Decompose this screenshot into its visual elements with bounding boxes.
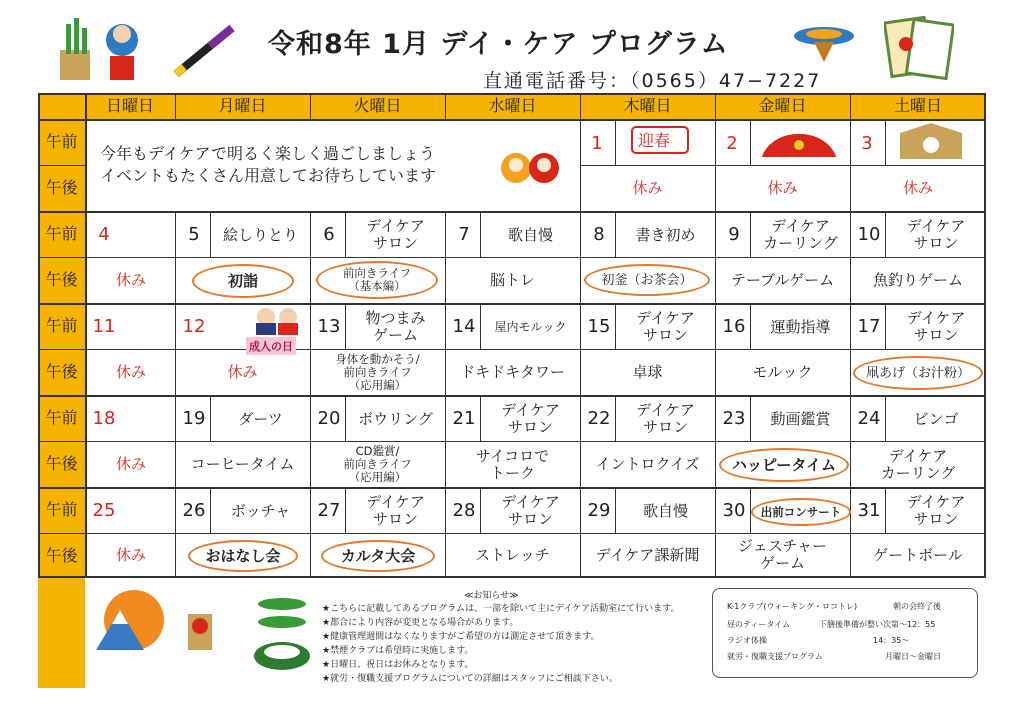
rest-3: 休み [902,179,933,197]
date-9: 9 [728,224,740,245]
intro-message: 今年もデイケアで明るく楽しく過ごしましょう イベントもたくさん用意してお待ちしています [100,144,437,185]
rest-12: 休み [227,363,258,381]
weekday-monday: 月曜日 [218,96,267,115]
info-k1-label: K-1クラブ(ウォーキング・ロコトレ) [727,602,858,611]
date-21: 21 [452,408,476,429]
date-17: 17 [857,316,881,337]
period-pm: 午後 [45,362,78,381]
activity: モルック [752,363,813,381]
period-pm: 午後 [45,454,78,473]
info-tea-time: 下膳後準備が整い次第〜12：55 [819,620,936,629]
date-15: 15 [587,316,611,337]
period-am: 午前 [45,132,78,151]
date-31: 31 [857,500,881,521]
rest-2: 休み [767,179,798,197]
event-delivery-concert: 出前コンサート [751,498,851,526]
date-22: 22 [587,408,611,429]
date-23: 23 [722,408,746,429]
info-tea-label: 昼のティータイム [727,620,791,629]
date-11: 11 [92,316,116,337]
info-radio-time: 14：35〜 [873,636,910,645]
activity: デイケア課新聞 [595,545,700,564]
date-27: 27 [317,500,341,521]
activity: サイコロで トーク [475,446,550,482]
karuta-cards-icon [884,14,954,82]
rest-4: 休み [115,271,146,289]
ema-plaque-icon [896,121,966,161]
event-karuta: カルタ大会 [321,540,435,572]
activity: イントロクイズ [595,455,700,473]
date-24: 24 [857,408,881,429]
date-7: 7 [458,224,470,245]
notice-item: ★健康管理週間はなくなりますがご希望の方は測定させて頂きます。 [322,632,600,642]
activity: デイケア サロン [501,493,560,528]
event-hatsumode: 初詣 [192,264,294,298]
schedule-info-box [712,588,978,678]
period-pm: 午後 [45,270,78,289]
rest-11: 休み [115,363,146,381]
activity: ストレッチ [475,545,550,564]
weekday-saturday: 土曜日 [893,96,942,115]
activity: デイケア サロン [501,401,560,436]
activity: 動画鑑賞 [770,409,831,428]
activity: 絵しりとり [222,225,298,244]
period-am: 午前 [45,224,78,243]
notice-item: ★こちらに記載してあるプログラムは、一部を除いて主にデイケア活動室にて行います。 [322,604,680,614]
weekday-friday: 金曜日 [758,96,807,115]
fan-icon [758,127,840,161]
activity: 書き初め [635,225,696,244]
period-am: 午前 [45,500,78,519]
event-takoage: 凧あげ（お汁粉） [853,356,983,390]
activity: デイケア サロン [906,493,966,528]
activity: コーヒータイム [190,455,295,473]
coming-of-age-illustration [250,305,306,335]
period-am: 午前 [45,408,78,427]
holiday-label: 成人の日 [246,337,296,355]
activity: 魚釣りゲーム [872,271,963,289]
info-k1-time: 朝の会終了後 [893,602,941,611]
weekday-tuesday: 火曜日 [353,96,402,115]
date-13: 13 [317,316,341,337]
date-25: 25 [92,500,116,521]
pine-bamboo-illustration [250,592,314,674]
date-30: 30 [722,500,746,521]
activity: 歌自慢 [642,501,688,520]
event-hatsugama: 初釜（お茶会） [584,264,710,296]
date-1: 1 [591,133,603,154]
weekday-thursday: 木曜日 [623,96,672,115]
activity: 脳トレ [489,271,535,289]
weekday-wednesday: 水曜日 [488,96,537,115]
kadomatsu-illustration [52,10,147,86]
activity: デイケア サロン [906,217,966,252]
activity: デイケア サロン [366,493,425,528]
date-8: 8 [593,224,605,245]
calendar-grid [38,93,986,578]
brush-icon [170,20,240,80]
rest-1: 休み [632,179,663,197]
rest-25: 休み [115,545,146,564]
date-5: 5 [188,224,200,245]
activity: 卓球 [632,363,663,381]
activity: デイケア サロン [366,217,425,252]
activity: デイケア カーリング [763,217,838,252]
activity: ボウリング [358,409,433,428]
info-radio-label: ラジオ体操 [727,636,767,645]
date-2: 2 [726,133,738,154]
date-28: 28 [452,500,476,521]
activity: テーブルゲーム [730,271,835,289]
date-12: 12 [182,316,206,337]
date-16: 16 [722,316,746,337]
activity: ドキドキタワー [460,363,565,381]
notice-item: ★日曜日、祝日はお休みとなります。 [322,660,474,670]
notice-item: ★就労・復職支援プログラムについての詳細はスタッフにご相談下さい。 [322,674,618,684]
daruma-icon [500,149,562,185]
geishun-label: 迎春 [638,131,671,150]
phone-number: 直通電話番号：（0565）47−7227 [483,70,822,92]
plum-ornament-icon [182,604,218,652]
info-work-label: 就労・復職支援プログラム [727,652,823,661]
date-3: 3 [861,133,873,154]
date-18: 18 [92,408,116,429]
activity: ダーツ [238,409,283,428]
activity: 物つまみ ゲーム [365,309,426,344]
activity: 身体を動かそう/ 前向きライフ （応用編） [335,352,420,392]
date-6: 6 [323,224,335,245]
period-pm: 午後 [45,178,78,197]
event-happy-time: ハッピータイム [719,448,849,482]
activity: デイケア サロン [636,309,695,344]
activity: デイケア サロン [906,309,966,344]
event-maemuki-kihon: 前向きライフ （基本編） [316,261,438,299]
notice-item: ★都合により内容が変更となる場合があります。 [322,618,519,628]
date-10: 10 [857,224,881,245]
spinning-top-icon [792,20,856,64]
date-14: 14 [452,316,476,337]
period-am: 午前 [45,316,78,335]
activity: ビンゴ [913,409,959,428]
activity: 屋内モルック [494,319,567,334]
page-title: 令和8年 1月 デイ・ケア プログラム [268,29,729,60]
date-20: 20 [317,408,341,429]
activity: ボッチャ [230,501,291,520]
event-storytelling: おはなし会 [188,540,298,572]
mount-fuji-sunrise-illustration [90,588,170,652]
notice-item: ★禁煙クラブは希望時に実施します。 [322,646,474,656]
activity: 歌自慢 [507,225,553,244]
notice-heading: ≪お知らせ≫ [464,591,519,601]
date-19: 19 [182,408,206,429]
weekday-sunday: 日曜日 [105,96,154,115]
activity: ジェスチャー ゲーム [738,537,827,572]
info-work-time: 月曜日〜金曜日 [885,652,941,661]
date-26: 26 [182,500,206,521]
period-pm: 午後 [45,546,78,565]
activity: デイケア カーリング [880,446,956,482]
rest-18: 休み [115,455,146,473]
activity: デイケア サロン [636,401,695,436]
activity: ゲートボール [873,545,963,564]
activity: 運動指導 [770,317,831,336]
date-4: 4 [98,224,110,245]
date-29: 29 [587,500,611,521]
activity: CD鑑賞/ 前向きライフ （応用編） [343,444,412,484]
